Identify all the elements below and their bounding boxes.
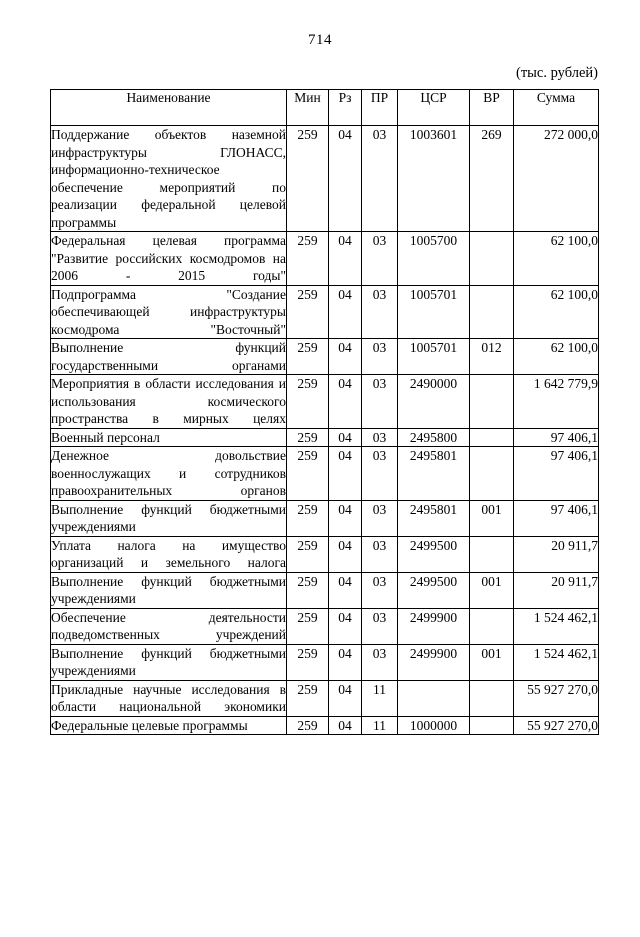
- table-row: [51, 285, 599, 339]
- cell-csr: 2499500: [398, 572, 470, 608]
- cell-vr: 001: [470, 500, 514, 536]
- cell-vr: [470, 447, 514, 501]
- cell-csr: 1005701: [398, 285, 470, 339]
- cell-vr: 001: [470, 572, 514, 608]
- cell-pr: 03: [362, 608, 398, 644]
- cell-csr: 1003601: [398, 126, 470, 232]
- cell-rz: 04: [329, 447, 362, 501]
- cell-csr: 2495800: [398, 428, 470, 447]
- cell-rz: 04: [329, 285, 362, 339]
- cell-rz: 04: [329, 572, 362, 608]
- cell-vr: [470, 375, 514, 429]
- column-header-min: Мин: [287, 90, 329, 126]
- cell-min: 259: [287, 428, 329, 447]
- table-row: [51, 428, 599, 447]
- cell-pr: 03: [362, 232, 398, 286]
- table-row: [51, 536, 599, 572]
- cell-pr: 03: [362, 285, 398, 339]
- cell-sum: 62 100,0: [514, 232, 599, 286]
- cell-csr: [398, 680, 470, 716]
- cell-vr: [470, 232, 514, 286]
- cell-rz: 04: [329, 608, 362, 644]
- cell-sum: 1 524 462,1: [514, 608, 599, 644]
- cell-rz: 04: [329, 428, 362, 447]
- cell-vr: 269: [470, 126, 514, 232]
- cell-vr: [470, 608, 514, 644]
- cell-pr: 03: [362, 644, 398, 680]
- cell-name: Прикладные научные исследования в области национальной экономики: [51, 681, 286, 714]
- cell-sum: 97 406,1: [514, 428, 599, 447]
- cell-rz: 04: [329, 536, 362, 572]
- cell-pr: 03: [362, 447, 398, 501]
- cell-min: 259: [287, 375, 329, 429]
- cell-csr: 2499500: [398, 536, 470, 572]
- cell-vr: [470, 536, 514, 572]
- cell-pr: 03: [362, 572, 398, 608]
- cell-csr: 2499900: [398, 608, 470, 644]
- table-row: [51, 500, 599, 536]
- cell-min: 259: [287, 285, 329, 339]
- cell-pr: 03: [362, 428, 398, 447]
- cell-min: 259: [287, 232, 329, 286]
- cell-rz: 04: [329, 339, 362, 375]
- cell-csr: 2495801: [398, 447, 470, 501]
- cell-name: Подпрограмма "Создание обеспечивающей инфраструктуры космодрома "Восточный": [51, 286, 286, 337]
- table-header-row: [51, 90, 599, 126]
- cell-csr: 1005701: [398, 339, 470, 375]
- table-row: [51, 447, 599, 501]
- table-row: [51, 680, 599, 716]
- budget-table: [50, 89, 599, 735]
- cell-min: 259: [287, 536, 329, 572]
- cell-name: Выполнение функций бюджетными учреждениями: [51, 501, 286, 534]
- cell-rz: 04: [329, 680, 362, 716]
- column-header-rz: Рз: [329, 90, 362, 126]
- cell-name: Денежное довольствие военнослужащих и сотрудников правоохранительных органов: [51, 448, 286, 498]
- cell-pr: 03: [362, 126, 398, 232]
- cell-sum: 20 911,7: [514, 572, 599, 608]
- table-row: [51, 716, 599, 735]
- cell-csr: 2490000: [398, 375, 470, 429]
- cell-sum: 1 642 779,9: [514, 375, 599, 429]
- table-row: [51, 232, 599, 286]
- cell-name: Уплата налога на имущество организаций и земельного налога: [51, 537, 286, 570]
- table-row: [51, 375, 599, 429]
- table-row: [51, 572, 599, 608]
- cell-sum: 272 000,0: [514, 126, 599, 232]
- cell-vr: [470, 428, 514, 447]
- cell-sum: 97 406,1: [514, 500, 599, 536]
- table-header: [51, 90, 599, 126]
- cell-pr: 03: [362, 500, 398, 536]
- cell-vr: [470, 285, 514, 339]
- table-row: [51, 608, 599, 644]
- cell-rz: 04: [329, 644, 362, 680]
- cell-vr: 012: [470, 339, 514, 375]
- table-row: [51, 339, 599, 375]
- cell-name: Выполнение функций государственными органами: [51, 340, 286, 373]
- cell-sum: 20 911,7: [514, 536, 599, 572]
- cell-min: 259: [287, 447, 329, 501]
- cell-sum: 62 100,0: [514, 339, 599, 375]
- table-body: [51, 126, 599, 735]
- column-header-sum: Сумма: [514, 90, 599, 126]
- cell-name: Поддержание объектов наземной инфраструктуры ГЛОНАСС, информационно-техническое обеспечение мероприятий по реализации федеральной целевой программы: [51, 127, 286, 230]
- cell-min: 259: [287, 339, 329, 375]
- cell-pr: 11: [362, 716, 398, 735]
- cell-csr: 2499900: [398, 644, 470, 680]
- cell-vr: [470, 680, 514, 716]
- units-note: (тыс. рублей): [516, 65, 598, 81]
- cell-vr: [470, 716, 514, 735]
- cell-min: 259: [287, 572, 329, 608]
- cell-min: 259: [287, 126, 329, 232]
- column-header-name: Наименование: [51, 90, 287, 126]
- document-page: [0, 32, 640, 937]
- cell-name: Мероприятия в области исследования и использования космического пространства в мирных целях: [51, 376, 286, 426]
- cell-sum: 55 927 270,0: [514, 680, 599, 716]
- cell-name: Федеральные целевые программы: [51, 716, 287, 735]
- cell-min: 259: [287, 716, 329, 735]
- cell-sum: 62 100,0: [514, 285, 599, 339]
- cell-min: 259: [287, 644, 329, 680]
- cell-rz: 04: [329, 716, 362, 735]
- table-row: [51, 126, 599, 232]
- cell-rz: 04: [329, 126, 362, 232]
- page-number: 714: [308, 32, 332, 48]
- cell-csr: 2495801: [398, 500, 470, 536]
- cell-pr: 03: [362, 339, 398, 375]
- cell-sum: 55 927 270,0: [514, 716, 599, 735]
- cell-rz: 04: [329, 500, 362, 536]
- cell-sum: 97 406,1: [514, 447, 599, 501]
- column-header-pr: ПР: [362, 90, 398, 126]
- cell-name: Военный персонал: [51, 428, 287, 447]
- cell-pr: 11: [362, 680, 398, 716]
- cell-csr: 1005700: [398, 232, 470, 286]
- table-row: [51, 644, 599, 680]
- cell-rz: 04: [329, 232, 362, 286]
- cell-min: 259: [287, 608, 329, 644]
- cell-pr: 03: [362, 536, 398, 572]
- column-header-csr: ЦСР: [398, 90, 470, 126]
- cell-vr: 001: [470, 644, 514, 680]
- cell-name: Обеспечение деятельности подведомственных учреждений: [51, 609, 286, 642]
- cell-csr: 1000000: [398, 716, 470, 735]
- cell-name: Федеральная целевая программа "Развитие российских космодромов на 2006 - 2015 годы": [51, 233, 286, 283]
- cell-sum: 1 524 462,1: [514, 644, 599, 680]
- cell-name: Выполнение функций бюджетными учреждениями: [51, 573, 286, 606]
- cell-min: 259: [287, 500, 329, 536]
- cell-rz: 04: [329, 375, 362, 429]
- cell-pr: 03: [362, 375, 398, 429]
- column-header-vr: ВР: [470, 90, 514, 126]
- cell-min: 259: [287, 680, 329, 716]
- cell-name: Выполнение функций бюджетными учреждениями: [51, 645, 286, 678]
